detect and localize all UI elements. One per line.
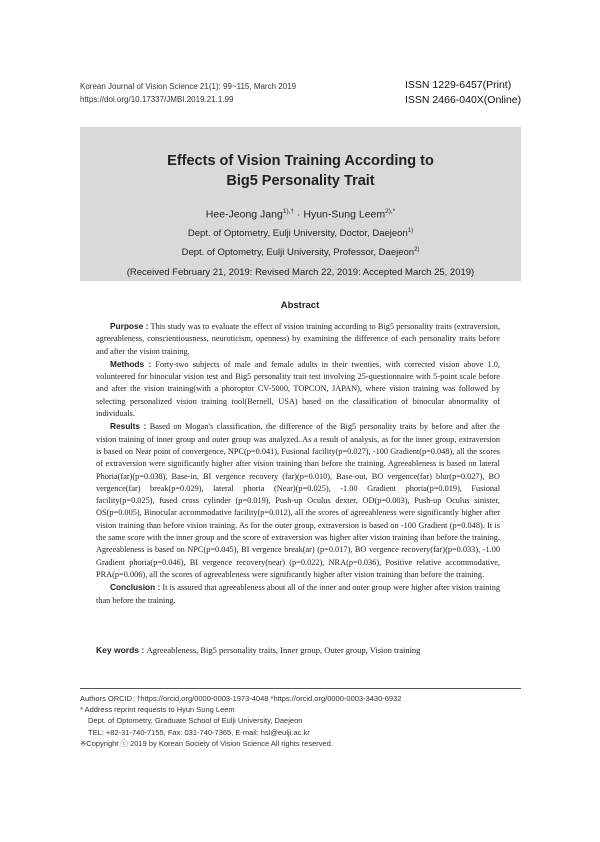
purpose-label: Purpose :	[110, 321, 149, 331]
reprint-line: * Address reprint requests to Hyun Sung Leem	[80, 705, 235, 715]
conclusion-label: Conclusion :	[110, 582, 161, 593]
keywords-text: Agreeableness, Big5 personality traits, Inner group, Outer group, Vision training	[146, 645, 421, 655]
issn-online: ISSN 2466-040X(Online)	[405, 94, 522, 106]
dept-line: Dept. of Optometry, Graduate School of Eulji University, Daejeon	[88, 716, 303, 726]
author-list	[80, 205, 521, 222]
copyright-line: ※Copyright ⓒ 2019 by Korean Society of Vision Science All rights reserved.	[80, 738, 333, 748]
results-text: Based on Mogan's classification, the difference of the Big5 personality traits by before and after the vision training of inner group and outer group was analyzed. As a result of analysis, as for the inner group, extraversion is based on Near point of convergence, NPC(p=0.041), Fusional facility(p=0.027), -100 Gradient(p=0.048), all the scores of extraversion were significantly higher after vision training than before the training. Agreeableness is based on lateral Phoria(far)(p=0.038), Base-in, BI vergence recovery (far)(p=0.010), Base-out, BO vergence(far) blur(p=0.027), BO vergence(far) break(p=0.029), lateral phoria (Near)(p=0.025), -1.00 Gradient phoria(p=0.019), Fusional facility(p=0.025), fused cross cylinder (p=0.019), Push-up Oculus dexter, OD(p=0.003), Push-up Oculus sinister, OS(p=0.005), Binocular accommodative facility(p=0.012), all the scores of agreeableness were significantly higher after vision training than before vision training. As for the outer group, extraversion is based on -100 Gradient (p=0.048). It is the same score with the inner group and the score of extraversion was higher after vision training than before the training. Agreeableness is based on NPC(p=0.045), BI vergence break(ar) (p=0.017), BO vergence recovery(far)(p=0.033), -1.00 Gradient phoria(p=0.046), BI vergence recovery(near) (p=0.022), NRA(p=0.036), Positive relative accommodative, PRA(p=0.006), all the scores of agreeableness were significantly higher after vision training than before the training.	[96, 422, 500, 579]
title-box	[80, 127, 521, 281]
purpose-paragraph	[96, 320, 500, 358]
author-1: Hee-Jeong Jang	[205, 208, 283, 221]
conclusion-paragraph	[96, 581, 500, 607]
issn-block	[405, 78, 521, 108]
methods-label: Methods :	[110, 358, 152, 369]
title-line-2: Big5 Personality Trait	[226, 173, 375, 189]
results-label: Results :	[110, 421, 147, 432]
orcid-line: Authors ORCID: †https://orcid.org/0000-0003-1973-4048 *https://orcid.org/0000-0003-3430-6932	[80, 694, 402, 703]
doi-link[interactable]: https://doi.org/10.17337/JMBI.2019.21.1.99	[80, 95, 234, 104]
journal-citation: Korean Journal of Vision Science 21(1): 99~115, March 2019	[80, 82, 297, 91]
footnote-divider	[80, 688, 521, 689]
methods-text: Forty-two subjects of male and female adults in their twenties, with corrected vision above 1.0, volunteered for binocular vision test and Big5 personality trait test involving 25-questionnaire with 5-point scale before and after the vision training(with a phoroptor CV-5000, TOPCON, JAPAN), where vision training was followed by selecting personalized vision training tool(Bernell, USA) based on the classification of binocular abnormality of individuals.	[96, 359, 501, 419]
paper-title	[80, 151, 521, 191]
journal-header	[80, 80, 296, 106]
results-paragraph	[96, 420, 500, 581]
footnotes	[80, 693, 401, 749]
affiliation-1: Dept. of Optometry, Eulji University, Doctor, Daejeon$^{1)}$	[187, 227, 414, 239]
keywords	[96, 645, 500, 655]
purpose-text: This study was to evaluate the effect of vision training according to Big5 personality traits (extraversion, agreeableness, conscientiousness, neuroticism, openness) by examining the difference of each personality traits before and after the vision training.	[96, 322, 500, 356]
author-separator: ·	[294, 208, 304, 221]
title-line-1: Effects of Vision Training According to	[167, 153, 434, 169]
abstract-heading: Abstract	[280, 300, 320, 311]
issn-print: ISSN 1229-6457(Print)	[405, 79, 512, 91]
methods-paragraph	[96, 358, 500, 420]
contact-line: TEL: +82-31-740-7155, Fax: 031-740-7365, E-mail: hsl@eulji.ac.kr	[88, 727, 310, 737]
conclusion-text: It is assured that agreeableness about all of the inner and outer group were higher after vision training than before the training.	[96, 583, 500, 605]
author-2: Hyun-Sung Leem	[303, 208, 386, 221]
author-1-sup: 1),†	[282, 208, 295, 215]
keywords-label: Key words :	[96, 645, 145, 655]
author-2-sup: 2),*	[385, 208, 396, 215]
received-dates: (Received February 21, 2019: Revised March 22, 2019: Accepted March 25, 2019)	[126, 266, 475, 278]
affiliation-2: Dept. of Optometry, Eulji University, Professor, Daejeon$^{2)}$	[181, 246, 420, 258]
abstract-body	[96, 320, 500, 607]
